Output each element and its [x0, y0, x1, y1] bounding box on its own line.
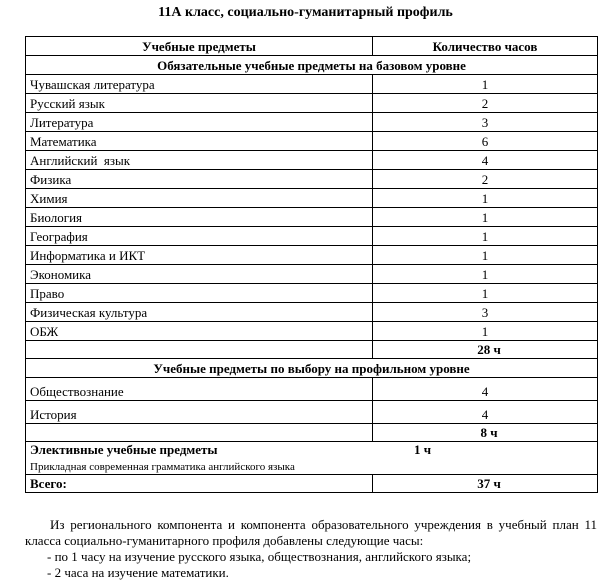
subject-cell: Экономика [26, 265, 373, 284]
elective-cell [26, 442, 598, 475]
table-row [26, 284, 598, 303]
table-row [26, 189, 598, 208]
table-row [26, 151, 598, 170]
hours-cell: 1 [373, 284, 598, 303]
base-total-cell [373, 341, 598, 359]
document-title: 11А класс, социально-гуманитарный профиль [158, 5, 453, 20]
hours-cell: 4 [373, 151, 598, 170]
section-profile-row [26, 359, 598, 378]
section-base-title: Обязательные учебные предметы на базовом уровне [26, 56, 598, 75]
base-total-value: 28 ч [477, 342, 501, 357]
subject-cell: Химия [26, 189, 373, 208]
table-row [26, 322, 598, 341]
subject-cell: Право [26, 284, 373, 303]
subject-cell: Чувашская литература [26, 75, 373, 94]
hours-cell: 4 [373, 378, 598, 401]
subject-cell: Физическая культура [26, 303, 373, 322]
subject-cell: Русский язык [26, 94, 373, 113]
profile-total-cell [373, 424, 598, 442]
hours-cell: 1 [373, 265, 598, 284]
header-hours: Количество часов [373, 37, 598, 56]
subject-cell: Литература [26, 113, 373, 132]
table-row [26, 401, 598, 424]
table-row [26, 227, 598, 246]
note-bullet: - 2 часа на изучение математики. [47, 565, 229, 580]
table-row [26, 113, 598, 132]
hours-cell: 1 [373, 246, 598, 265]
hours-cell: 1 [373, 75, 598, 94]
elective-title: Элективные учебные предметы [30, 442, 218, 457]
elective-row [26, 442, 598, 475]
grand-total-label: Всего: [26, 475, 373, 493]
table-row [26, 170, 598, 189]
subject-cell: История [26, 401, 373, 424]
hours-cell: 3 [373, 303, 598, 322]
hours-cell: 3 [373, 113, 598, 132]
hours-cell: 4 [373, 401, 598, 424]
hours-cell: 1 [373, 322, 598, 341]
table-row [26, 94, 598, 113]
table-row [26, 75, 598, 94]
section-profile-title: Учебные предметы по выбору на профильном уровне [26, 359, 598, 378]
note-bullet: - по 1 часу на изучение русского языка, обществознания, английского языка; [47, 549, 472, 564]
profile-total-row [26, 424, 598, 442]
elective-course: Прикладная современная грамматика английского языка [30, 461, 295, 473]
subject-cell: Математика [26, 132, 373, 151]
table-row [26, 208, 598, 227]
hours-cell: 1 [373, 227, 598, 246]
subject-cell: Информатика и ИКТ [26, 246, 373, 265]
hours-cell: 2 [373, 170, 598, 189]
grand-total-row [26, 475, 598, 493]
base-total-row [26, 341, 598, 359]
subject-cell: Английский язык [26, 151, 373, 170]
hours-cell: 2 [373, 94, 598, 113]
section-base-row [26, 56, 598, 75]
subject-cell: ОБЖ [26, 322, 373, 341]
table-row [26, 303, 598, 322]
hours-cell: 1 [373, 189, 598, 208]
table-row [26, 246, 598, 265]
curriculum-table [25, 36, 598, 493]
base-total-empty-cell [26, 341, 373, 359]
hours-cell: 1 [373, 208, 598, 227]
elective-hours: 1 ч [414, 442, 432, 457]
subject-cell: Обществознание [26, 378, 373, 401]
header-subjects: Учебные предметы [26, 37, 373, 56]
profile-total-empty-cell [26, 424, 373, 442]
subject-cell: Физика [26, 170, 373, 189]
subject-cell: География [26, 227, 373, 246]
table-row [26, 378, 598, 401]
table-row [26, 265, 598, 284]
table-row [26, 132, 598, 151]
grand-total-cell [373, 475, 598, 493]
profile-total-value: 8 ч [480, 425, 498, 440]
note-text: Из регионального компонента и компонента образовательного учреждения в учебный план 11 класса социально-гуманитарного профиля добавлены следующие часы: [25, 517, 597, 548]
grand-total-value: 37 ч [477, 476, 501, 491]
subject-cell: Биология [26, 208, 373, 227]
hours-cell: 6 [373, 132, 598, 151]
table-header-row [26, 37, 598, 56]
note-paragraph [25, 517, 597, 581]
